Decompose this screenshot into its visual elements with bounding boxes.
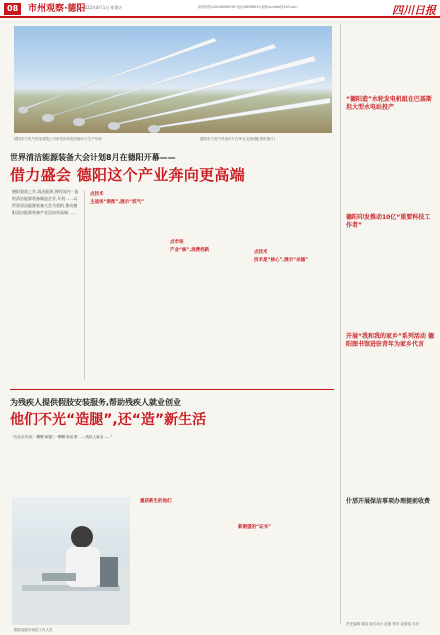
main-kicker: 世界清洁能源装备大会计划8月在德阳开幕——: [10, 153, 176, 162]
sidebar-item: [346, 96, 436, 112]
prosthetic-workshop-photo: [12, 497, 130, 625]
main-story-header: [10, 152, 332, 185]
page-number-badge: 08: [4, 3, 21, 15]
page-footer: 责任编辑 谢蓓 版式设计 赵艳 校对 赵晓星 吴庆: [346, 622, 420, 626]
section-subhead: 点市场: [170, 240, 184, 245]
main-col-2: [170, 190, 248, 380]
section-title: 市州观察·德阳: [28, 4, 86, 14]
masthead: [0, 0, 440, 18]
section-title: 主战场“领衔”,展示“底气”: [90, 200, 145, 206]
sidebar-item: [346, 214, 436, 230]
main-col-1: [90, 190, 164, 380]
sidebar-title: 开展“我和我的家乡”系列活动 德阳图书馆进驻青年为家乡代言: [346, 333, 434, 348]
sidebar-divider: [340, 24, 341, 624]
photo-credit: 德阳东方电气风电叶片在华北 赵海/摄(资料图片): [200, 137, 276, 141]
photo-caption: 德阳东方电气风电有限公司研发的风电机组叶片生产车间: [14, 137, 102, 141]
lower-section-title: 新期望的“证书”: [238, 525, 271, 530]
column-divider: [84, 190, 85, 380]
sidebar-title: “德阳造”水轮发电机组在巴基斯坦大型水电站投产: [346, 96, 432, 111]
newspaper-logo: 四川日报: [392, 4, 436, 17]
lower-photo-caption: 假肢装配车间的工作人员: [14, 628, 53, 632]
lower-kicker: 为残疾人提供假肢安装服务,帮助残疾人就业创业: [10, 398, 182, 407]
lower-section-title: 重获新生的他们: [140, 499, 172, 504]
section-subhead: 点技术: [254, 250, 268, 255]
issue-date: 2022年8月1日 星期五: [82, 5, 123, 10]
lower-col-1: [140, 497, 232, 625]
section-title: 技术是“核心”,展示“杀器”: [254, 258, 309, 264]
sidebar-item: [346, 498, 436, 506]
wind-blade-photo: [14, 26, 332, 133]
section-subhead: 点技术: [90, 192, 104, 197]
main-headline: 借力盛会 德阳这个产业奔向更高端: [10, 166, 246, 184]
sidebar-item: [346, 333, 436, 349]
main-col-3: [254, 190, 334, 380]
lower-lead: “在北京东南,一颗颗‘新腿’,一颗颗‘新希望’……残疾人就业……”: [12, 435, 113, 439]
lower-col-2: [238, 497, 334, 625]
main-lead: 德阳重装之乡,清洁能源,拥有国内一流的清洁能源装备制造企业,开展……以世界清洁能源装备大会为契机,推动德阳清洁能源装备产业迈向更高端……: [12, 189, 79, 215]
lower-headline: 他们不光“造腿”,还“造”新生活: [10, 412, 207, 428]
contact-info: 新闻热线:028-86968789 电话:86968853 邮箱:scrbbjb@163.com: [198, 5, 298, 9]
sidebar-title: 什邡开展保洁事项办理提前收费: [346, 498, 431, 505]
section-divider: [10, 389, 334, 390]
section-title: 产业“核”,消费档新: [170, 248, 210, 254]
sidebar-title: 德阳印发推动10亿“重要科技工作者”: [346, 214, 431, 229]
